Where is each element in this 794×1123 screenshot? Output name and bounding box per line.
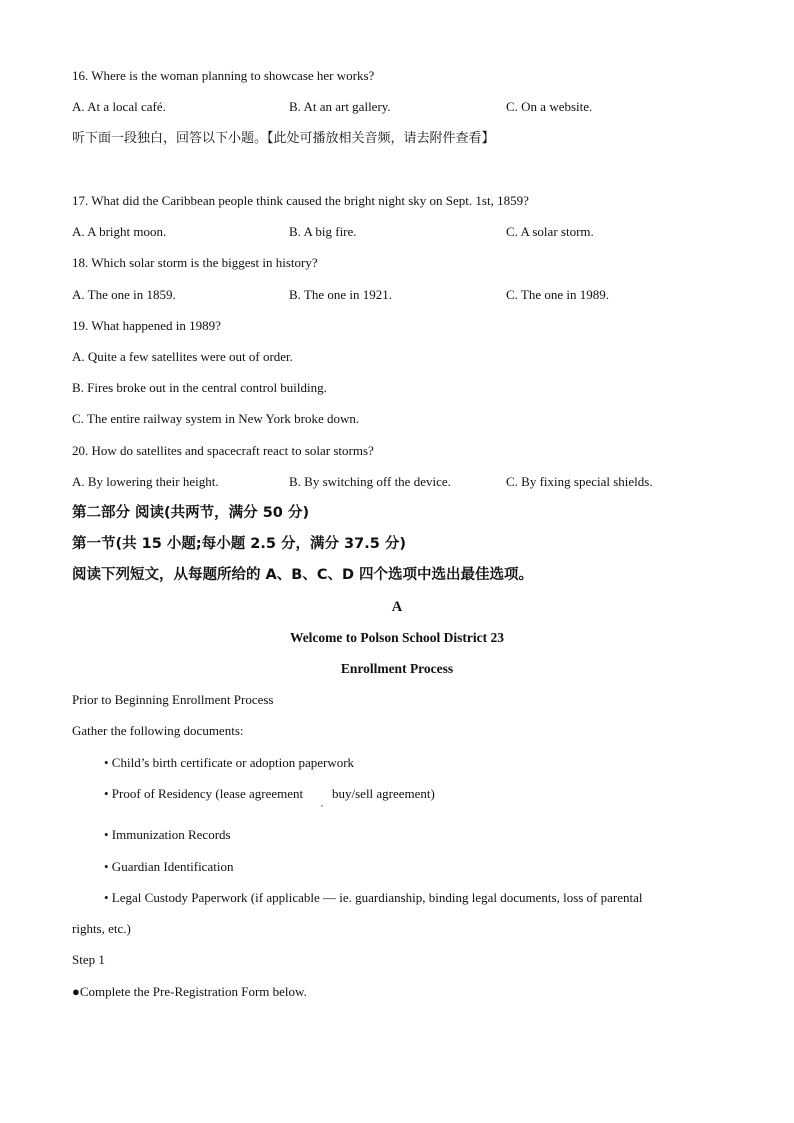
q18-option-a: A. The one in 1859.: [72, 287, 176, 302]
q19-option-c: C. The entire railway system in New York broke down.: [72, 411, 360, 426]
q17-option-c: C. A solar storm.: [506, 224, 594, 239]
stray-comma-mark: ,: [321, 799, 323, 808]
doc-item-guardian-id: • Guardian Identification: [104, 859, 234, 874]
q19-stem: 19. What happened in 1989?: [72, 318, 221, 333]
q16-option-c: C. On a website.: [506, 99, 593, 114]
q18-option-b: B. The one in 1921.: [289, 287, 393, 302]
q19-option-b: B. Fires broke out in the central control building.: [72, 380, 327, 395]
q17-stem: 17. What did the Caribbean people think caused the bright night sky on Sept. 1st, 1859?: [72, 193, 529, 208]
step-1-label: Step 1: [72, 952, 105, 967]
q17-option-a: A. A bright moon.: [72, 224, 167, 239]
doc-item-legal-custody-cont: rights, etc.): [72, 921, 131, 936]
q17-option-b: B. A big fire.: [289, 224, 357, 239]
gather-documents: Gather the following documents:: [72, 723, 244, 738]
q16-option-a: A. At a local café.: [72, 99, 166, 114]
doc-item-immunization: • Immunization Records: [104, 827, 231, 842]
q19-option-a: A. Quite a few satellites were out of order.: [72, 349, 293, 364]
q20-option-b: B. By switching off the device.: [289, 474, 451, 489]
doc-item-legal-custody: • Legal Custody Paperwork (if applicable — ie. guardianship, binding legal documents, loss of parental: [104, 890, 643, 905]
q20-option-c: C. By fixing special shields.: [506, 474, 653, 489]
q20-stem: 20. How do satellites and spacecraft react to solar storms?: [72, 443, 374, 458]
q16-stem: 16. Where is the woman planning to showcase her works?: [72, 68, 375, 83]
q16-option-b: B. At an art gallery.: [289, 99, 391, 114]
monologue-instruction: 听下面一段独白，回答以下小题。【此处可播放相关音频，请去附件查看】: [72, 131, 495, 146]
doc-item-proof-of-residency: • Proof of Residency (lease agreement: [104, 786, 304, 801]
doc-item-proof-of-residency-cont: buy/sell agreement): [332, 786, 435, 801]
q18-stem: 18. Which solar storm is the biggest in history?: [72, 255, 318, 270]
section2-instruction: 阅读下列短文，从每题所给的 A、B、C、D 四个选项中选出最佳选项。: [72, 567, 534, 583]
q18-option-c: C. The one in 1989.: [506, 287, 610, 302]
q20-option-a: A. By lowering their height.: [72, 474, 219, 489]
passage-subtitle: Enrollment Process: [340, 661, 454, 676]
prior-to-beginning: Prior to Beginning Enrollment Process: [72, 692, 274, 707]
section2-part1: 第一节(共 15 小题;每小题 2.5 分，满分 37.5 分): [72, 536, 406, 552]
step-1-item: ●Complete the Pre-Registration Form below.: [72, 984, 307, 999]
passage-letter: A: [391, 599, 403, 615]
section2-title: 第二部分 阅读(共两节，满分 50 分): [72, 505, 310, 521]
doc-item-birth-certificate: • Child’s birth certificate or adoption paperwork: [104, 755, 355, 770]
passage-title: Welcome to Polson School District 23: [289, 630, 505, 645]
